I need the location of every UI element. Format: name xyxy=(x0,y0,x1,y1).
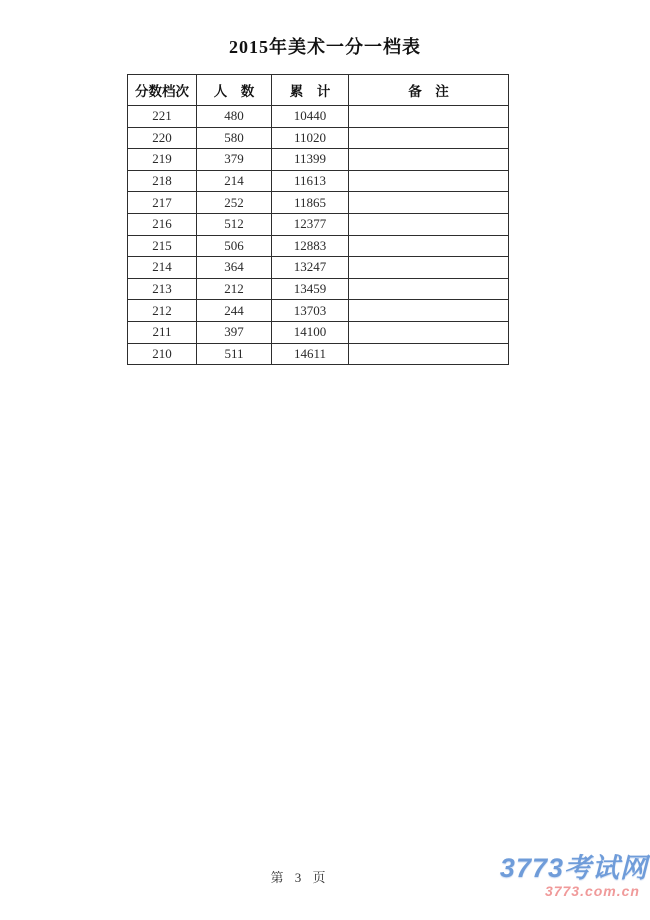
cell-count: 580 xyxy=(197,127,272,149)
cell-score: 216 xyxy=(128,213,197,235)
cell-count: 244 xyxy=(197,300,272,322)
cell-remark xyxy=(349,127,509,149)
header-score-level: 分数档次 xyxy=(128,75,197,106)
cell-remark xyxy=(349,170,509,192)
cell-count: 214 xyxy=(197,170,272,192)
cell-cumulative: 12377 xyxy=(272,213,349,235)
header-cumulative: 累 计 xyxy=(272,75,349,106)
cell-score: 214 xyxy=(128,257,197,279)
cell-count: 506 xyxy=(197,235,272,257)
cell-cumulative: 13247 xyxy=(272,257,349,279)
cell-score: 218 xyxy=(128,170,197,192)
cell-remark xyxy=(349,106,509,128)
cell-remark xyxy=(349,192,509,214)
cell-cumulative: 10440 xyxy=(272,106,349,128)
cell-cumulative: 14611 xyxy=(272,343,349,365)
table-row xyxy=(128,257,509,279)
cell-remark xyxy=(349,278,509,300)
cell-score: 217 xyxy=(128,192,197,214)
cell-score: 210 xyxy=(128,343,197,365)
table-row xyxy=(128,235,509,257)
cell-count: 364 xyxy=(197,257,272,279)
table-row xyxy=(128,343,509,365)
table-header-row xyxy=(128,75,509,106)
cell-cumulative: 14100 xyxy=(272,321,349,343)
cell-cumulative: 13703 xyxy=(272,300,349,322)
cell-cumulative: 11020 xyxy=(272,127,349,149)
page-number: 第 3 页 xyxy=(270,870,330,885)
cell-score: 220 xyxy=(128,127,197,149)
cell-remark xyxy=(349,321,509,343)
table-row xyxy=(128,106,509,128)
header-count: 人 数 xyxy=(197,75,272,106)
table-row xyxy=(128,278,509,300)
table-row xyxy=(128,192,509,214)
header-remark: 备 注 xyxy=(349,75,509,106)
page-title: 2015年美术一分一档表 xyxy=(229,37,421,57)
watermark-site-name: 3773考试网 xyxy=(499,853,648,883)
table-row xyxy=(128,321,509,343)
cell-score: 212 xyxy=(128,300,197,322)
cell-remark xyxy=(349,149,509,171)
score-table xyxy=(127,74,509,365)
cell-count: 397 xyxy=(197,321,272,343)
watermark-site-url: 3773.com.cn xyxy=(544,883,640,899)
cell-cumulative: 12883 xyxy=(272,235,349,257)
table-row xyxy=(128,127,509,149)
cell-count: 379 xyxy=(197,149,272,171)
cell-count: 480 xyxy=(197,106,272,128)
cell-cumulative: 11613 xyxy=(272,170,349,192)
cell-count: 212 xyxy=(197,278,272,300)
watermark-logo xyxy=(500,855,648,898)
cell-remark xyxy=(349,257,509,279)
cell-remark xyxy=(349,213,509,235)
table-row xyxy=(128,300,509,322)
cell-count: 252 xyxy=(197,192,272,214)
table-row xyxy=(128,149,509,171)
cell-score: 219 xyxy=(128,149,197,171)
cell-remark xyxy=(349,343,509,365)
cell-score: 221 xyxy=(128,106,197,128)
cell-remark xyxy=(349,300,509,322)
cell-cumulative: 11865 xyxy=(272,192,349,214)
table-row xyxy=(128,170,509,192)
table-row xyxy=(128,213,509,235)
cell-score: 211 xyxy=(128,321,197,343)
cell-count: 511 xyxy=(197,343,272,365)
cell-cumulative: 13459 xyxy=(272,278,349,300)
cell-cumulative: 11399 xyxy=(272,149,349,171)
cell-score: 215 xyxy=(128,235,197,257)
cell-count: 512 xyxy=(197,213,272,235)
cell-score: 213 xyxy=(128,278,197,300)
cell-remark xyxy=(349,235,509,257)
